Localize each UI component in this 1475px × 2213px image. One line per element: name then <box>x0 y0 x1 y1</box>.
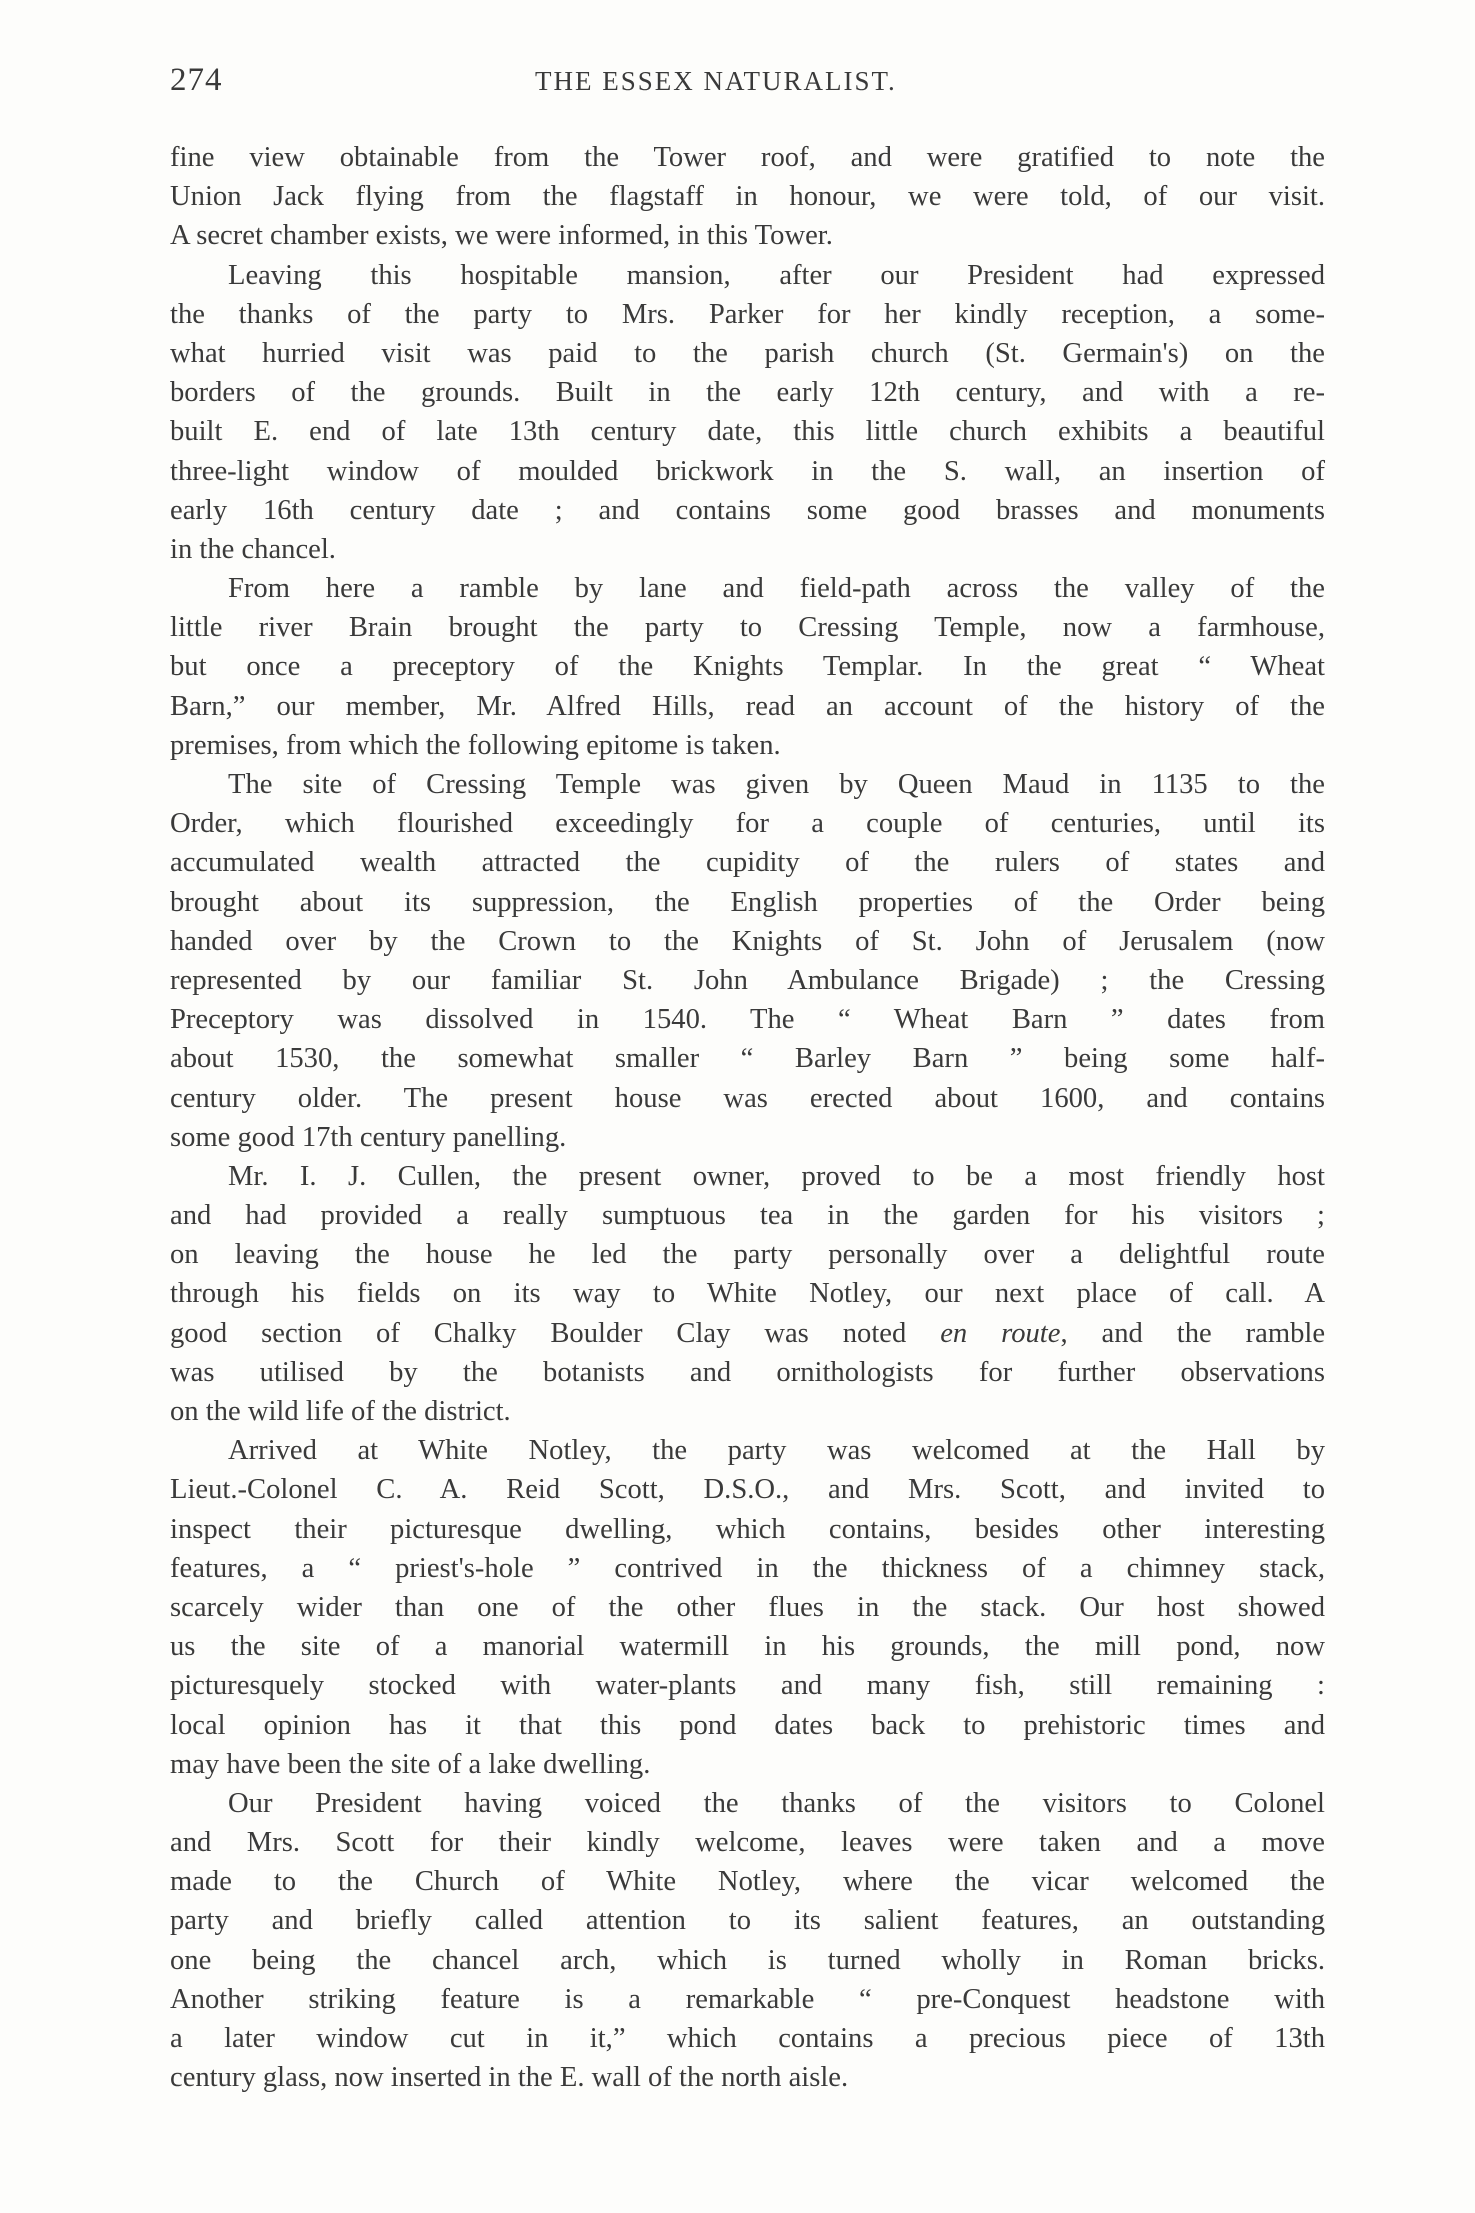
text-line: Barn,” our member, Mr. Alfred Hills, read an account of the history of the <box>170 690 1325 722</box>
text-line: the thanks of the party to Mrs. Parker for her kindly reception, a some- <box>170 298 1325 330</box>
text-line: but once a preceptory of the Knights Templar. In the great “ Wheat <box>170 651 1325 683</box>
text-line: Lieut.-Colonel C. A. Reid Scott, D.S.O., and Mrs. Scott, and invited to <box>170 1474 1325 1506</box>
text-line: made to the Church of White Notley, where the vicar welcomed the <box>170 1866 1325 1898</box>
text-line: early 16th century date ; and contains some good brasses and monuments <box>170 494 1325 526</box>
text-line: From here a ramble by lane and field-path across the valley of the <box>228 573 1325 605</box>
text-line: party and briefly called attention to its salient features, an outstanding <box>170 1905 1325 1937</box>
text-line: Another striking feature is a remarkable “ pre-Conquest headstone with <box>170 1983 1325 2015</box>
text-line: little river Brain brought the party to Cressing Temple, now a farmhouse, <box>170 612 1325 644</box>
text-line: Order, which flourished exceedingly for a couple of centuries, until its <box>170 808 1325 840</box>
text-line: borders of the grounds. Built in the early 12th century, and with a re- <box>170 377 1325 409</box>
text-line: features, a “ priest's-hole ” contrived in the thickness of a chimney stack, <box>170 1552 1325 1584</box>
text-line: about 1530, the somewhat smaller “ Barley Barn ” being some half- <box>170 1043 1325 1075</box>
italic-phrase: en route <box>940 1317 1061 1349</box>
text-line: inspect their picturesque dwelling, which contains, besides other interesting <box>170 1513 1325 1545</box>
text-line: one being the chancel arch, which is turned wholly in Roman bricks. <box>170 1944 1325 1976</box>
text-line: century glass, now inserted in the E. wall of the north aisle. <box>170 2062 849 2094</box>
text-line: on leaving the house he led the party personally over a delightful route <box>170 1239 1325 1271</box>
paragraph <box>170 1784 1325 2098</box>
paragraph <box>170 1157 1325 1431</box>
text-line: accumulated wealth attracted the cupidity of the rulers of states and <box>170 847 1325 879</box>
text-line: through his fields on its way to White Notley, our next place of call. A <box>170 1278 1325 1310</box>
text-line: Mr. I. J. Cullen, the present owner, proved to be a most friendly host <box>228 1160 1325 1192</box>
paragraph <box>170 765 1325 1157</box>
text-line: The site of Cressing Temple was given by Queen Maud in 1135 to the <box>228 769 1325 800</box>
text-line: scarcely wider than one of the other flues in the stack. Our host showed <box>170 1591 1325 1623</box>
paragraph <box>170 138 1325 256</box>
text-line: us the site of a manorial watermill in his grounds, the mill pond, now <box>170 1631 1325 1663</box>
text-line: and had provided a really sumptuous tea in the garden for his visitors ; <box>170 1200 1325 1232</box>
text-line: A secret chamber exists, we were informed, in this Tower. <box>170 220 833 252</box>
text-line: a later window cut in it,” which contains a precious piece of 13th <box>170 2023 1325 2054</box>
page-number: 274 <box>170 62 223 98</box>
journal-title: THE ESSEX NATURALIST. <box>535 66 897 96</box>
text-line: represented by our familiar St. John Ambulance Brigade) ; the Cressing <box>170 964 1325 996</box>
text-line: fine view obtainable from the Tower roof, and were gratified to note the <box>170 142 1325 173</box>
text-line: built E. end of late 13th century date, this little church exhibits a beautiful <box>170 416 1325 448</box>
paragraph <box>170 256 1325 570</box>
text-line: picturesquely stocked with water-plants and many fish, still remaining : <box>170 1670 1325 1702</box>
text-line: century older. The present house was erected about 1600, and contains <box>170 1082 1325 1114</box>
paragraph <box>170 1431 1325 1784</box>
text-line: Preceptory was dissolved in 1540. The “ Wheat Barn ” dates from <box>170 1004 1325 1036</box>
text-line: handed over by the Crown to the Knights of St. John of Jerusalem (now <box>170 925 1325 957</box>
text-line: what hurried visit was paid to the parish church (St. Germain's) on the <box>170 337 1325 369</box>
text-line: was utilised by the botanists and ornithologists for further observations <box>170 1356 1325 1388</box>
text-line: brought about its suppression, the English properties of the Order being <box>170 886 1325 918</box>
text-line: may have been the site of a lake dwelling. <box>170 1748 651 1780</box>
text-line: Our President having voiced the thanks of the visitors to Colonel <box>228 1787 1325 1819</box>
text-line: on the wild life of the district. <box>170 1396 511 1427</box>
text-line: and Mrs. Scott for their kindly welcome, leaves were taken and a move <box>170 1827 1325 1859</box>
text-line: some good 17th century panelling. <box>170 1121 567 1153</box>
text-line: Leaving this hospitable mansion, after our President had expressed <box>228 259 1325 291</box>
text-line: Arrived at White Notley, the party was welcomed at the Hall by <box>228 1435 1325 1467</box>
running-head <box>170 62 1330 102</box>
paragraph <box>170 569 1325 765</box>
text-line: Union Jack flying from the flagstaff in honour, we were told, of our visit. <box>170 181 1325 213</box>
text-line: three-light window of moulded brickwork in the S. wall, an insertion of <box>170 455 1325 487</box>
text-line: good section of Chalky Boulder Clay was noted en route, and the ramble <box>170 1317 1326 1349</box>
text-line: premises, from which the following epitome is taken. <box>170 729 781 761</box>
article-body <box>170 138 1325 2097</box>
text-line: in the chancel. <box>170 533 336 565</box>
text-line: local opinion has it that this pond dates back to prehistoric times and <box>170 1709 1325 1741</box>
